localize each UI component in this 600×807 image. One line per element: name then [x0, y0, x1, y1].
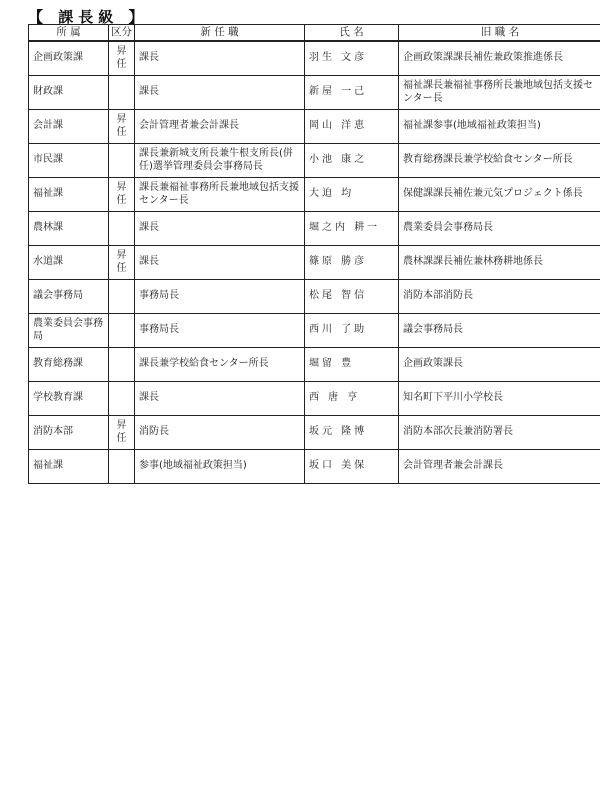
cell-new-post: 課長 [135, 382, 305, 416]
cell-name: 大迫 均 [305, 178, 399, 212]
cell-dept: 福祉課 [29, 450, 109, 484]
table-row [29, 450, 600, 484]
table-row [29, 314, 600, 348]
cell-division: 昇任 [109, 416, 135, 450]
cell-new-post: 課長 [135, 246, 305, 280]
table-row [29, 178, 600, 212]
cell-name: 小池 康之 [305, 144, 399, 178]
table-row [29, 110, 600, 144]
table-row [29, 212, 600, 246]
personnel-table [28, 24, 600, 484]
cell-name: 新屋 一己 [305, 76, 399, 110]
cell-old-post: 企画政策課長 [399, 348, 600, 382]
cell-dept: 企画政策課 [29, 41, 109, 76]
cell-name: 松尾 智信 [305, 280, 399, 314]
cell-division [109, 212, 135, 246]
cell-dept: 消防本部 [29, 416, 109, 450]
cell-old-post: 会計管理者兼会計課長 [399, 450, 600, 484]
cell-old-post: 保健課課長補佐兼元気プロジェクト係長 [399, 178, 600, 212]
cell-dept: 水道課 [29, 246, 109, 280]
cell-division [109, 450, 135, 484]
cell-name: 坂口 美保 [305, 450, 399, 484]
cell-dept: 農林課 [29, 212, 109, 246]
cell-old-post: 福祉課長兼福祉事務所長兼地域包括支援センター長 [399, 76, 600, 110]
cell-old-post: 消防本部次長兼消防署長 [399, 416, 600, 450]
header-division: 区分 [109, 25, 135, 42]
cell-old-post: 企画政策課課長補佐兼政策推進係長 [399, 41, 600, 76]
cell-old-post: 教育総務課長兼学校給食センター所長 [399, 144, 600, 178]
cell-name: 西 唐 亨 [305, 382, 399, 416]
header-name: 氏 名 [305, 25, 399, 42]
cell-name: 堀之内 耕一 [305, 212, 399, 246]
header-dept: 所 属 [29, 25, 109, 42]
cell-new-post: 会計管理者兼会計課長 [135, 110, 305, 144]
cell-old-post: 福祉課参事(地域福祉政策担当) [399, 110, 600, 144]
cell-dept: 福祉課 [29, 178, 109, 212]
cell-new-post: 事務局長 [135, 314, 305, 348]
cell-division [109, 280, 135, 314]
cell-name: 西川 了助 [305, 314, 399, 348]
cell-old-post: 知名町下平川小学校長 [399, 382, 600, 416]
cell-division [109, 314, 135, 348]
table-header-row [29, 25, 600, 42]
cell-division: 昇任 [109, 41, 135, 76]
cell-dept: 議会事務局 [29, 280, 109, 314]
cell-name: 篠原 勝彦 [305, 246, 399, 280]
cell-new-post: 消防長 [135, 416, 305, 450]
cell-name: 坂元 隆博 [305, 416, 399, 450]
cell-name: 堀留 豊 [305, 348, 399, 382]
cell-dept: 財政課 [29, 76, 109, 110]
cell-old-post: 農林課課長補佐兼林務耕地係長 [399, 246, 600, 280]
table-row [29, 416, 600, 450]
section-heading: 【 課長級 】 [28, 8, 149, 26]
cell-division [109, 382, 135, 416]
cell-division: 昇任 [109, 110, 135, 144]
cell-name: 羽生 文彦 [305, 41, 399, 76]
cell-old-post: 消防本部消防長 [399, 280, 600, 314]
cell-division: 昇任 [109, 246, 135, 280]
cell-new-post: 課長 [135, 76, 305, 110]
table-row [29, 348, 600, 382]
table-row [29, 246, 600, 280]
cell-new-post: 課長 [135, 41, 305, 76]
cell-new-post: 参事(地域福祉政策担当) [135, 450, 305, 484]
cell-new-post: 課長兼学校給食センター所長 [135, 348, 305, 382]
header-old-post: 旧 職 名 [399, 25, 600, 42]
cell-name: 岡山 洋恵 [305, 110, 399, 144]
cell-old-post: 議会事務局長 [399, 314, 600, 348]
cell-new-post: 事務局長 [135, 280, 305, 314]
table-row [29, 76, 600, 110]
table-row [29, 382, 600, 416]
cell-dept: 学校教育課 [29, 382, 109, 416]
cell-new-post: 課長 [135, 212, 305, 246]
cell-division: 昇任 [109, 178, 135, 212]
cell-dept: 市民課 [29, 144, 109, 178]
cell-division [109, 76, 135, 110]
cell-old-post: 農業委員会事務局長 [399, 212, 600, 246]
table-row [29, 280, 600, 314]
cell-dept: 教育総務課 [29, 348, 109, 382]
cell-new-post: 課長兼新城支所長兼牛根支所長(併任)選挙管理委員会事務局長 [135, 144, 305, 178]
cell-dept: 会計課 [29, 110, 109, 144]
table-row [29, 144, 600, 178]
cell-division [109, 144, 135, 178]
table-row [29, 41, 600, 76]
cell-division [109, 348, 135, 382]
header-new-post: 新 任 職 [135, 25, 305, 42]
cell-dept: 農業委員会事務局 [29, 314, 109, 348]
cell-new-post: 課長兼福祉事務所長兼地域包括支援センター長 [135, 178, 305, 212]
